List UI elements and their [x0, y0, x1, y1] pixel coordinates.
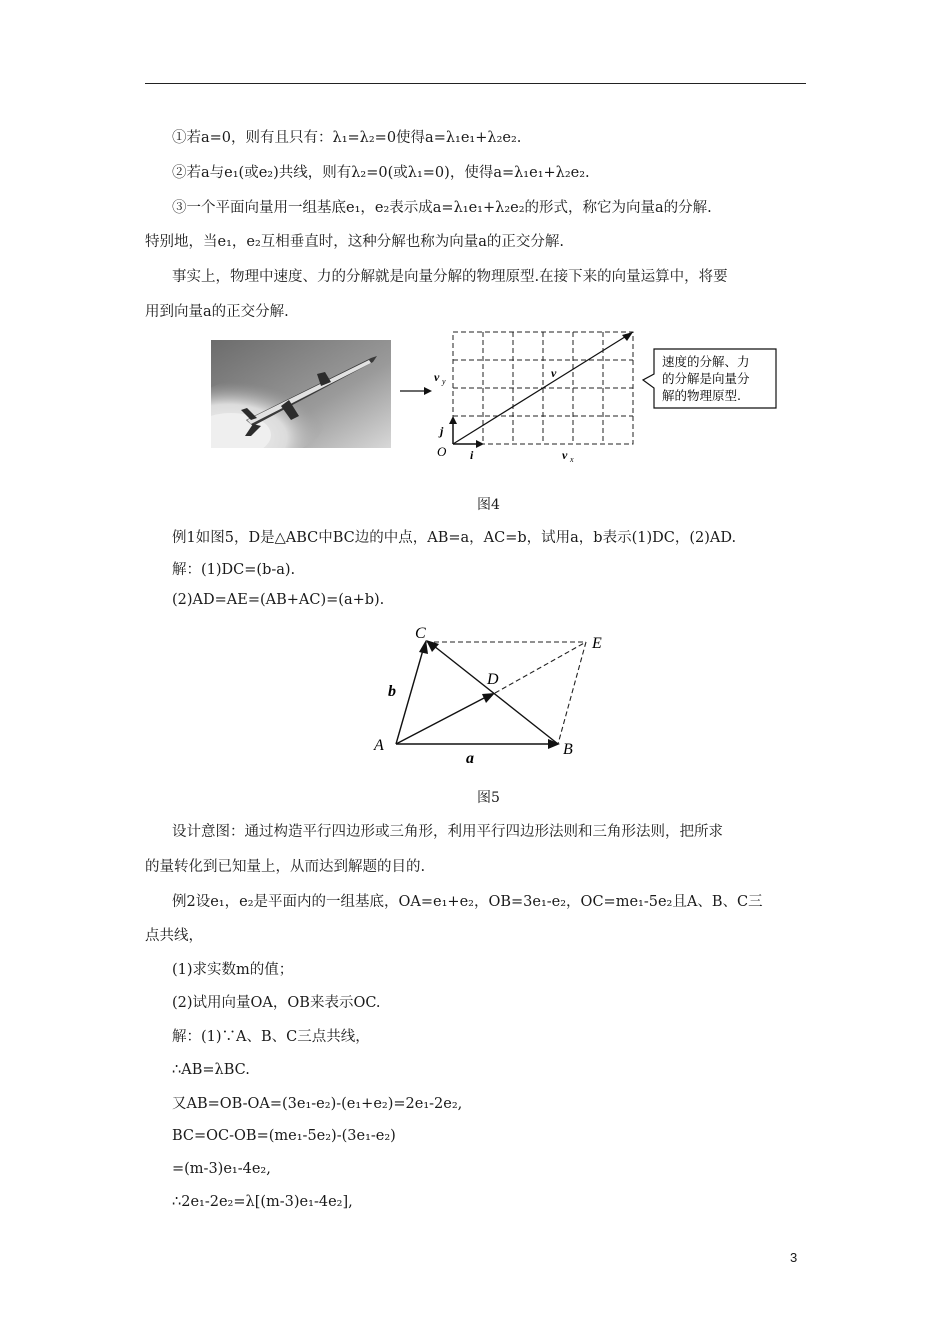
point-a-label: A: [374, 737, 384, 754]
velocity-vector: [453, 335, 628, 444]
velocity-arrowhead: [622, 332, 633, 341]
paragraph-line: 又AB=OB-OA=(3e₁-e₂)-(e₁+e₂)=2e₁-2e₂,: [172, 1096, 463, 1112]
velocity-decomposition-diagram: [430, 326, 645, 466]
paragraph-line: (2)AD=AE=(AB+AC)=(a+b).: [172, 592, 385, 608]
paragraph-line: 用到向量a的正交分解.: [145, 304, 289, 320]
paragraph-line: ∴2e₁-2e₂=λ[(m-3)e₁-4e₂],: [172, 1194, 353, 1210]
paragraph-line: ③一个平面向量用一组基底e₁，e₂表示成a=λ₁e₁+λ₂e₂的形式，称它为向量a的分解.: [172, 200, 712, 216]
vector-b-label: b: [388, 683, 396, 700]
callout-line: 速度的分解、力: [662, 354, 750, 369]
paragraph-line: 特别地，当e₁，e₂互相垂直时，这种分解也称为向量a的正交分解.: [145, 234, 565, 250]
paragraph-line: (2)试用向量OA，OB来表示OC.: [172, 995, 381, 1011]
right-arrow-icon: [398, 384, 434, 398]
paragraph-line: BC=OC-OB=(me₁-5e₂)-(3e₁-e₂): [172, 1128, 396, 1144]
paragraph-line: 设计意图：通过构造平行四边形或三角形，利用平行四边形法则和三角形法则，把所求: [172, 824, 723, 840]
paragraph-line: 的量转化到已知量上，从而达到解题的目的.: [145, 859, 426, 875]
paragraph-line: 解：(1)∵A、B、C三点共线，: [172, 1029, 370, 1045]
header-rule: [145, 83, 806, 84]
callout-line: 解的物理原型.: [662, 388, 741, 403]
vector-ad: [396, 697, 486, 744]
page-number: 3: [790, 1250, 798, 1265]
point-b-label: B: [563, 741, 573, 758]
point-e-label: E: [592, 635, 602, 652]
j-label: j: [440, 424, 444, 438]
vx-subscript: x: [570, 455, 574, 464]
vector-bc: [434, 646, 558, 744]
vector-b: [396, 650, 423, 744]
i-label: i: [470, 448, 474, 462]
point-c-label: C: [415, 625, 426, 642]
vy-label: v: [434, 370, 440, 384]
paragraph-line: 解：(1)DC=(b-a).: [172, 562, 296, 578]
callout-box: [640, 346, 780, 412]
paragraph-line: (1)求实数m的值；: [172, 962, 294, 978]
figure-caption: 图5: [477, 790, 500, 806]
paragraph-line: 点共线，: [145, 928, 203, 944]
point-d-label: D: [487, 671, 499, 688]
rocket-photo: [211, 340, 391, 448]
origin-label: O: [437, 444, 447, 459]
paragraph-line: ①若a=0，则有且只有：λ₁=λ₂=0使得a=λ₁e₁+λ₂e₂.: [172, 130, 522, 146]
paragraph-line: =(m-3)e₁-4e₂,: [172, 1161, 271, 1177]
vx-label: v: [562, 448, 568, 462]
paragraph-line: 事实上，物理中速度、力的分解就是向量分解的物理原型.在接下来的向量运算中，将要: [172, 269, 728, 285]
figure-caption: 图4: [477, 497, 500, 513]
paragraph-line: ②若a与e₁(或e₂)共线，则有λ₂=0(或λ₁=0)，使得a=λ₁e₁+λ₂e₂.: [172, 165, 590, 181]
parallelogram-diagram: [370, 618, 610, 768]
paragraph-line: ∴AB=λBC.: [172, 1062, 250, 1078]
vector-a-label: a: [466, 750, 474, 767]
vy-subscript: y: [442, 377, 446, 386]
v-label: v: [551, 366, 557, 380]
callout-line: 的分解是向量分: [662, 371, 750, 386]
paragraph-line: 例2设e₁，e₂是平面内的一组基底，OA=e₁+e₂，OB=3e₁-e₂，OC=me₁-5e₂且A、B、C三: [172, 894, 763, 910]
paragraph-line: 例1如图5，D是△ABC中BC边的中点，AB=a，AC=b，试用a，b表示(1)DC，(2)AD.: [172, 530, 737, 546]
